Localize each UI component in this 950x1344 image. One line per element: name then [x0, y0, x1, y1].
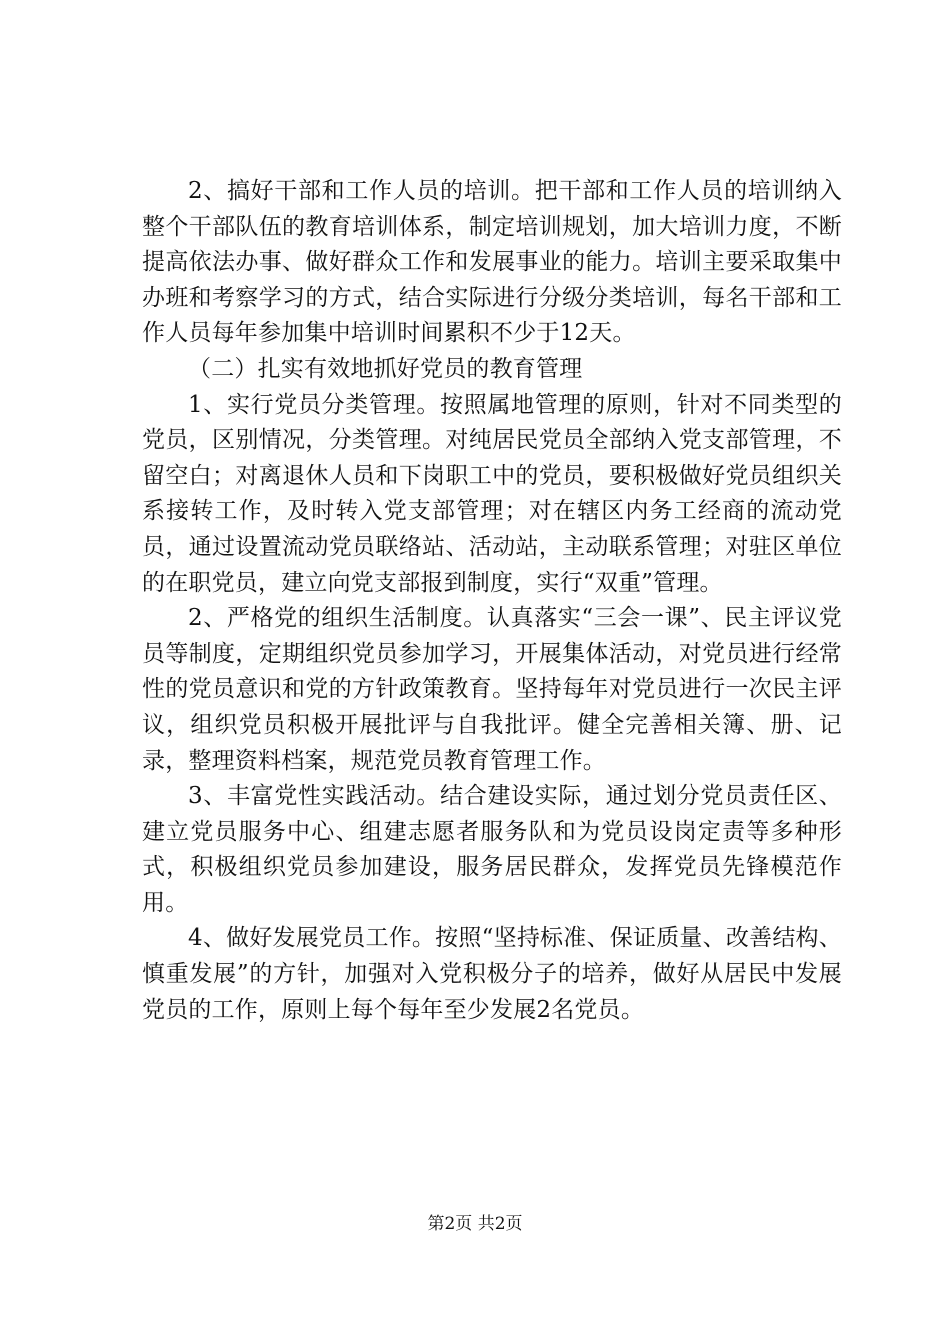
paragraph-cadre-training: 2、搞好干部和工作人员的培训。把干部和工作人员的培训纳入整个干部队伍的教育培训体系，制定培训规划，加大培训力度，不断提高依法办事、做好群众工作和发展事业的能力。培训主要采取集中办班和考察学习的方式，结合实际进行分级分类培训，每名干部和工作人员每年参加集中培训时间累积不少于12天。 — [142, 178, 842, 347]
paragraph-member-development: 4、做好发展党员工作。按照“坚持标准、保证质量、改善结构、慎重发展”的方针，加强对入党积极分子的培养，做好从居民中发展党员的工作，原则上每个每年至少发展2名党员。 — [142, 925, 842, 1023]
paragraph-practice-activities: 3、丰富党性实践活动。结合建设实际，通过划分党员责任区、建立党员服务中心、组建志愿者服务队和为党员设岗定责等多种形式，积极组织党员参加建设，服务居民群众，发挥党员先锋模范作用。 — [142, 783, 842, 916]
section-heading-party-member-education: （二）扎实有效地抓好党员的教育管理 — [188, 355, 583, 382]
document-body — [142, 174, 842, 1028]
paragraph-classified-management: 1、实行党员分类管理。按照属地管理的原则，针对不同类型的党员，区别情况，分类管理。对纯居民党员全部纳入党支部管理，不留空白；对离退休人员和下岗职工中的党员，要积极做好党员组织关系接转工作，及时转入党支部管理；对在辖区内务工经商的流动党员，通过设置流动党员联络站、活动站，主动联系管理；对驻区单位的在职党员，建立向党支部报到制度，实行“双重”管理。 — [142, 391, 842, 596]
paragraph-organizational-life: 2、严格党的组织生活制度。认真落实“三会一课”、民主评议党员等制度，定期组织党员参加学习，开展集体活动，对党员进行经常性的党员意识和党的方针政策教育。坚持每年对党员进行一次民主评议，组织党员积极开展批评与自我批评。健全完善相关簿、册、记录，整理资料档案，规范党员教育管理工作。 — [142, 605, 842, 774]
page-number-footer: 第2页 共2页 — [427, 1214, 523, 1234]
